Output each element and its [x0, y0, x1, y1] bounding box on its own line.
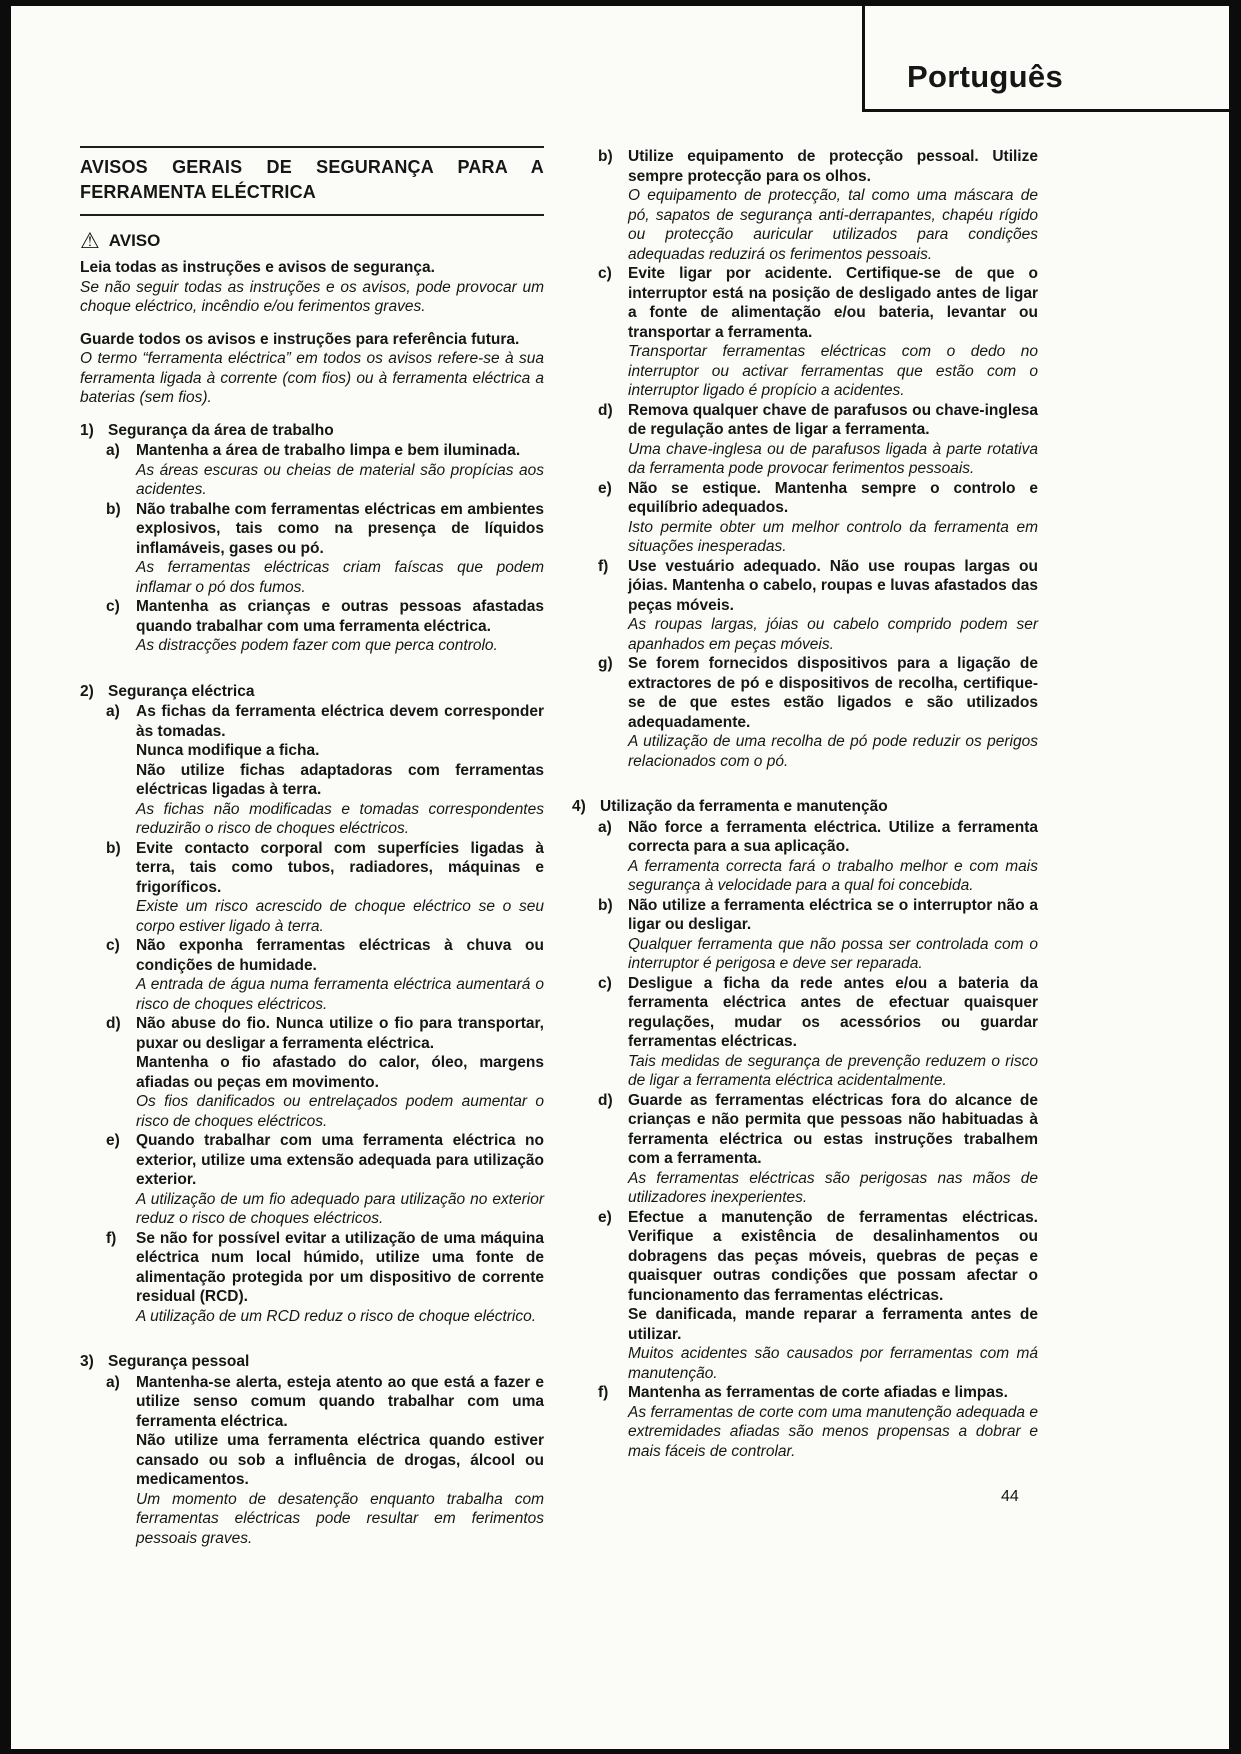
section-heading — [80, 1352, 544, 1372]
item-rule-text: Mantenha as ferramentas de corte afiadas e limpas. — [628, 1384, 1008, 1401]
section-number: 1) — [80, 421, 94, 439]
list-item — [80, 1131, 544, 1229]
item-explanation-text: A ferramenta correcta fará o trabalho melhor e com mais segurança à velocidade para a qual foi concebida. — [628, 857, 1038, 894]
section-title: Utilização da ferramenta e manutenção — [600, 798, 888, 815]
language-label: Português — [907, 59, 1063, 94]
item-body — [136, 839, 544, 937]
section — [80, 1352, 544, 1548]
item-rule-text: Mantenha as crianças e outras pessoas afastadas quando trabalhar com uma ferramenta eléctrica. — [136, 598, 544, 635]
list-item — [572, 1091, 1038, 1208]
page-number: 44 — [1001, 1488, 1019, 1505]
item-list — [572, 147, 1038, 771]
item-body — [628, 896, 1038, 974]
item-letter: b) — [106, 500, 121, 518]
item-explanation-text: As ferramentas de corte com uma manutenção adequada e extremidades afiadas são menos propensas a dobrar e mais fáceis de controlar. — [628, 1403, 1038, 1460]
item-letter: d) — [106, 1015, 121, 1032]
right-column — [572, 146, 1038, 1461]
item-explanation-text: As distracções podem fazer com que perca controlo. — [136, 637, 498, 654]
item-rule-text: Se não for possível evitar a utilização de uma máquina eléctrica num local húmido, utilize uma fonte de alimentação protegida por um dispositivo de corrente residual (RCD). — [136, 1229, 544, 1305]
item-rule-text: Remova qualquer chave de parafusos ou chave-inglesa de regulação antes de ligar a ferramenta. — [628, 401, 1038, 438]
item-letter: d) — [598, 1091, 613, 1109]
item-body — [136, 936, 544, 1014]
scan-edge-bottom — [0, 1749, 1241, 1754]
item-list — [80, 441, 544, 656]
scan-edge-left — [0, 0, 11, 1754]
item-rule-text: Não abuse do fio. Nunca utilize o fio para transportar, puxar ou desligar a ferramenta eléctrica. — [136, 1015, 544, 1052]
section — [572, 797, 1038, 1461]
item-letter: e) — [598, 479, 612, 497]
item-explanation-text: As áreas escuras ou cheias de material são propícias aos acidentes. — [136, 461, 544, 498]
item-body — [136, 1373, 544, 1549]
item-letter: b) — [598, 896, 613, 914]
item-list — [80, 702, 544, 1326]
item-letter: d) — [598, 401, 613, 419]
item-explanation-text: Qualquer ferramenta que não possa ser controlada com o interruptor é perigosa e deve ser reparada. — [628, 935, 1038, 972]
item-rule-text: Não utilize a ferramenta eléctrica se o interruptor não a ligar ou desligar. — [628, 896, 1038, 933]
item-body — [628, 1208, 1038, 1384]
list-item — [572, 264, 1038, 401]
item-body — [628, 264, 1038, 401]
item-explanation-text: As ferramentas eléctricas criam faíscas que podem inflamar o pó dos fumos. — [136, 559, 544, 596]
item-letter: a) — [106, 1373, 120, 1391]
item-rule-text: Efectue a manutenção de ferramentas eléctricas. Verifique a existência de desalinhamentos ou dobragens das peças móveis, quebras de peças e quaisquer outras condições que possam afectar o funcionamento das ferramentas eléctricas. — [628, 1208, 1038, 1304]
item-body — [136, 597, 544, 656]
item-rule-text: Use vestuário adequado. Não use roupas largas ou jóias. Mantenha o cabelo, roupas e luvas afastados das peças móveis. — [628, 557, 1038, 614]
item-rule-text: Não trabalhe com ferramentas eléctricas em ambientes explosivos, tais como na presença de líquidos inflamáveis, gases ou pó. — [136, 500, 544, 557]
list-item — [572, 479, 1038, 557]
item-rule-text: Não utilize fichas adaptadoras com ferramentas eléctricas ligadas à terra. — [136, 761, 544, 798]
language-tab — [862, 6, 1229, 112]
list-item — [572, 818, 1038, 896]
item-letter: c) — [598, 265, 612, 282]
spacer — [80, 656, 544, 669]
item-rule-text: As fichas da ferramenta eléctrica devem corresponder às tomadas. — [136, 703, 544, 740]
section-number: 4) — [572, 798, 586, 815]
left-column — [80, 146, 544, 1548]
item-body — [628, 1383, 1038, 1461]
list-item — [80, 500, 544, 598]
item-letter: e) — [598, 1208, 612, 1226]
item-explanation-text: A entrada de água numa ferramenta eléctrica aumentará o risco de choques eléctricos. — [136, 976, 544, 1013]
item-rule-text: Quando trabalhar com uma ferramenta eléctrica no exterior, utilize uma extensão adequada para utilização exterior. — [136, 1132, 544, 1188]
item-letter: b) — [598, 148, 613, 165]
item-body — [136, 1229, 544, 1327]
item-letter: g) — [598, 655, 613, 672]
section — [80, 421, 544, 656]
item-explanation-text: A utilização de um RCD reduz o risco de choque eléctrico. — [136, 1307, 537, 1325]
item-body — [136, 702, 544, 839]
item-explanation-text: Muitos acidentes são causados por ferramentas com má manutenção. — [628, 1345, 1038, 1382]
spacer — [80, 317, 544, 330]
item-explanation-text: Tais medidas de segurança de prevenção reduzem o risco de ligar a ferramenta eléctrica acidentalmente. — [628, 1052, 1038, 1089]
item-rule-text: Mantenha o fio afastado do calor, óleo, margens afiadas ou peças em movimento. — [136, 1054, 544, 1091]
list-item — [572, 1383, 1038, 1461]
item-body — [136, 1131, 544, 1229]
item-explanation-text: A utilização de um fio adequado para utilização no exterior reduz o risco de choques eléctricos. — [136, 1190, 544, 1227]
item-explanation-text: As fichas não modificadas e tomadas correspondentes reduzirão o risco de choques eléctricos. — [136, 800, 544, 837]
item-letter: e) — [106, 1132, 120, 1149]
list-item — [80, 839, 544, 937]
section-number: 3) — [80, 1353, 94, 1370]
list-item — [80, 702, 544, 839]
item-letter: a) — [106, 442, 120, 459]
spacer — [572, 771, 1038, 784]
paragraph-italic: Se não seguir todas as instruções e os avisos, pode provocar um choque eléctrico, incêndio e/ou ferimentos graves. — [80, 278, 544, 315]
item-letter: f) — [598, 1384, 609, 1401]
item-letter: f) — [598, 557, 609, 575]
item-explanation-text: Isto permite obter um melhor controlo da ferramenta em situações inesperadas. — [628, 518, 1038, 555]
item-rule-text: Não utilize uma ferramenta eléctrica quando estiver cansado ou sob a influência de drogas, álcool ou medicamentos. — [136, 1432, 544, 1488]
item-letter: c) — [106, 598, 120, 615]
item-explanation-text: Um momento de desatenção enquanto trabalha com ferramentas eléctricas pode resultar em ferimentos pessoais graves. — [136, 1490, 544, 1547]
right-column-content — [572, 147, 1038, 1461]
item-explanation-text: Existe um risco acrescido de choque eléctrico se o seu corpo estiver ligado à terra. — [136, 898, 544, 935]
section-title: Segurança da área de trabalho — [108, 421, 334, 439]
item-list — [572, 818, 1038, 1462]
item-rule-text: Nunca modifique a ficha. — [136, 742, 320, 759]
item-rule-text: Desligue a ficha da rede antes e/ou a bateria da ferramenta eléctrica antes de efectuar quaisquer regulações, mudar os acessórios ou guardar ferramentas eléctricas. — [628, 974, 1038, 1050]
list-item — [80, 1373, 544, 1549]
item-explanation-text: Os fios danificados ou entrelaçados podem aumentar o risco de choques eléctricos. — [136, 1093, 544, 1130]
scan-edge-right — [1229, 0, 1241, 1754]
item-explanation-text: Transportar ferramentas eléctricas com o dedo no interruptor ou activar ferramentas que estão com o interruptor ligado é propício a acidentes. — [628, 343, 1038, 399]
item-explanation-text: A utilização de uma recolha de pó pode reduzir os perigos relacionados com o pó. — [628, 733, 1038, 770]
item-rule-text: Não exponha ferramentas eléctricas à chuva ou condições de humidade. — [136, 937, 544, 974]
item-body — [628, 401, 1038, 479]
item-rule-text: Mantenha-se alerta, esteja atento ao que está a fazer e utilize senso comum quando trabalhar com uma ferramenta eléctrica. — [136, 1373, 544, 1430]
list-item — [572, 401, 1038, 479]
item-explanation-text: As roupas largas, jóias ou cabelo comprido podem ser apanhados em peças móveis. — [628, 616, 1038, 653]
item-letter: c) — [106, 937, 120, 954]
item-explanation-text: O equipamento de protecção, tal como uma máscara de pó, sapatos de segurança anti-derrapantes, chapéu rígido ou protecção auricular utilizados para condições adequadas reduzirá os ferimentos pessoais. — [628, 187, 1038, 263]
item-explanation-text: As ferramentas eléctricas são perigosas nas mãos de utilizadores inexperientes. — [628, 1169, 1038, 1206]
paragraph-italic: O termo “ferramenta eléctrica” em todos os avisos refere-se à sua ferramenta ligada à corrente (com fios) ou à ferramenta eléctrica a baterias (sem fios). — [80, 350, 544, 406]
warning-row — [80, 230, 544, 252]
item-body — [628, 147, 1038, 264]
item-letter: a) — [106, 703, 120, 720]
item-rule-text: Mantenha a área de trabalho limpa e bem iluminada. — [136, 442, 521, 459]
item-explanation-text: Uma chave-inglesa ou de parafusos ligada à parte rotativa da ferramenta pode provocar ferimentos pessoais. — [628, 440, 1038, 477]
section — [80, 682, 544, 1327]
item-list — [80, 1373, 544, 1549]
item-rule-text: Evite ligar por acidente. Certifique-se de que o interruptor está na posição de desligado antes de ligar a fonte de alimentação e/ou bateria, levantar ou transportar a ferramenta. — [628, 265, 1038, 341]
paragraph-bold: Leia todas as instruções e avisos de segurança. — [80, 259, 435, 276]
page-title: AVISOS GERAIS DE SEGURANÇA PARA A FERRAMENTA ELÉCTRICA — [80, 146, 544, 216]
item-letter: c) — [598, 974, 612, 992]
item-rule-text: Se forem fornecidos dispositivos para a ligação de extractores de pó e dispositivos de recolha, certifique-se de que estes estão ligados e são utilizados adequadamente. — [628, 655, 1038, 731]
list-item — [572, 557, 1038, 655]
item-body — [628, 557, 1038, 655]
list-item — [572, 147, 1038, 264]
item-body — [628, 1091, 1038, 1208]
item-letter: a) — [598, 818, 612, 836]
item-body — [628, 818, 1038, 896]
warning-triangle-icon: ⚠ — [80, 228, 100, 253]
item-body — [628, 654, 1038, 771]
list-item — [80, 441, 544, 500]
item-rule-text: Não force a ferramenta eléctrica. Utilize a ferramenta correcta para a sua aplicação. — [628, 818, 1038, 855]
item-body — [136, 441, 544, 500]
item-rule-text: Se danificada, mande reparar a ferramenta antes de utilizar. — [628, 1306, 1038, 1343]
section-heading — [80, 682, 544, 702]
item-rule-text: Guarde as ferramentas eléctricas fora do alcance de crianças e não permita que pessoas não habituadas à ferramenta eléctrica ou estas instruções trabalhem com a ferramenta. — [628, 1091, 1038, 1167]
list-item — [572, 896, 1038, 974]
list-item — [572, 1208, 1038, 1384]
spacer — [80, 1326, 544, 1339]
paragraph-bold: Guarde todos os avisos e instruções para referência futura. — [80, 330, 520, 348]
item-body — [136, 1014, 544, 1131]
item-rule-text: Utilize equipamento de protecção pessoal. Utilize sempre protecção para os olhos. — [628, 148, 1038, 185]
item-rule-text: Evite contacto corporal com superfícies ligadas à terra, tais como tubos, radiadores, máquinas e frigoríficos. — [136, 839, 544, 896]
item-body — [628, 974, 1038, 1091]
left-column-content — [80, 258, 544, 1548]
item-rule-text: Não se estique. Mantenha sempre o controlo e equilíbrio adequados. — [628, 479, 1038, 516]
section-heading — [572, 797, 1038, 817]
item-body — [628, 479, 1038, 557]
item-letter: f) — [106, 1229, 117, 1247]
item-letter: b) — [106, 839, 121, 857]
section-heading — [80, 421, 544, 441]
list-item — [572, 974, 1038, 1091]
section-title: Segurança pessoal — [108, 1353, 250, 1370]
section-number: 2) — [80, 682, 94, 700]
list-item — [80, 1014, 544, 1131]
item-body — [136, 500, 544, 598]
list-item — [80, 597, 544, 656]
list-item — [572, 654, 1038, 771]
warning-label: AVISO — [108, 231, 161, 251]
section-title: Segurança eléctrica — [108, 682, 255, 700]
list-item — [80, 936, 544, 1014]
list-item — [80, 1229, 544, 1327]
